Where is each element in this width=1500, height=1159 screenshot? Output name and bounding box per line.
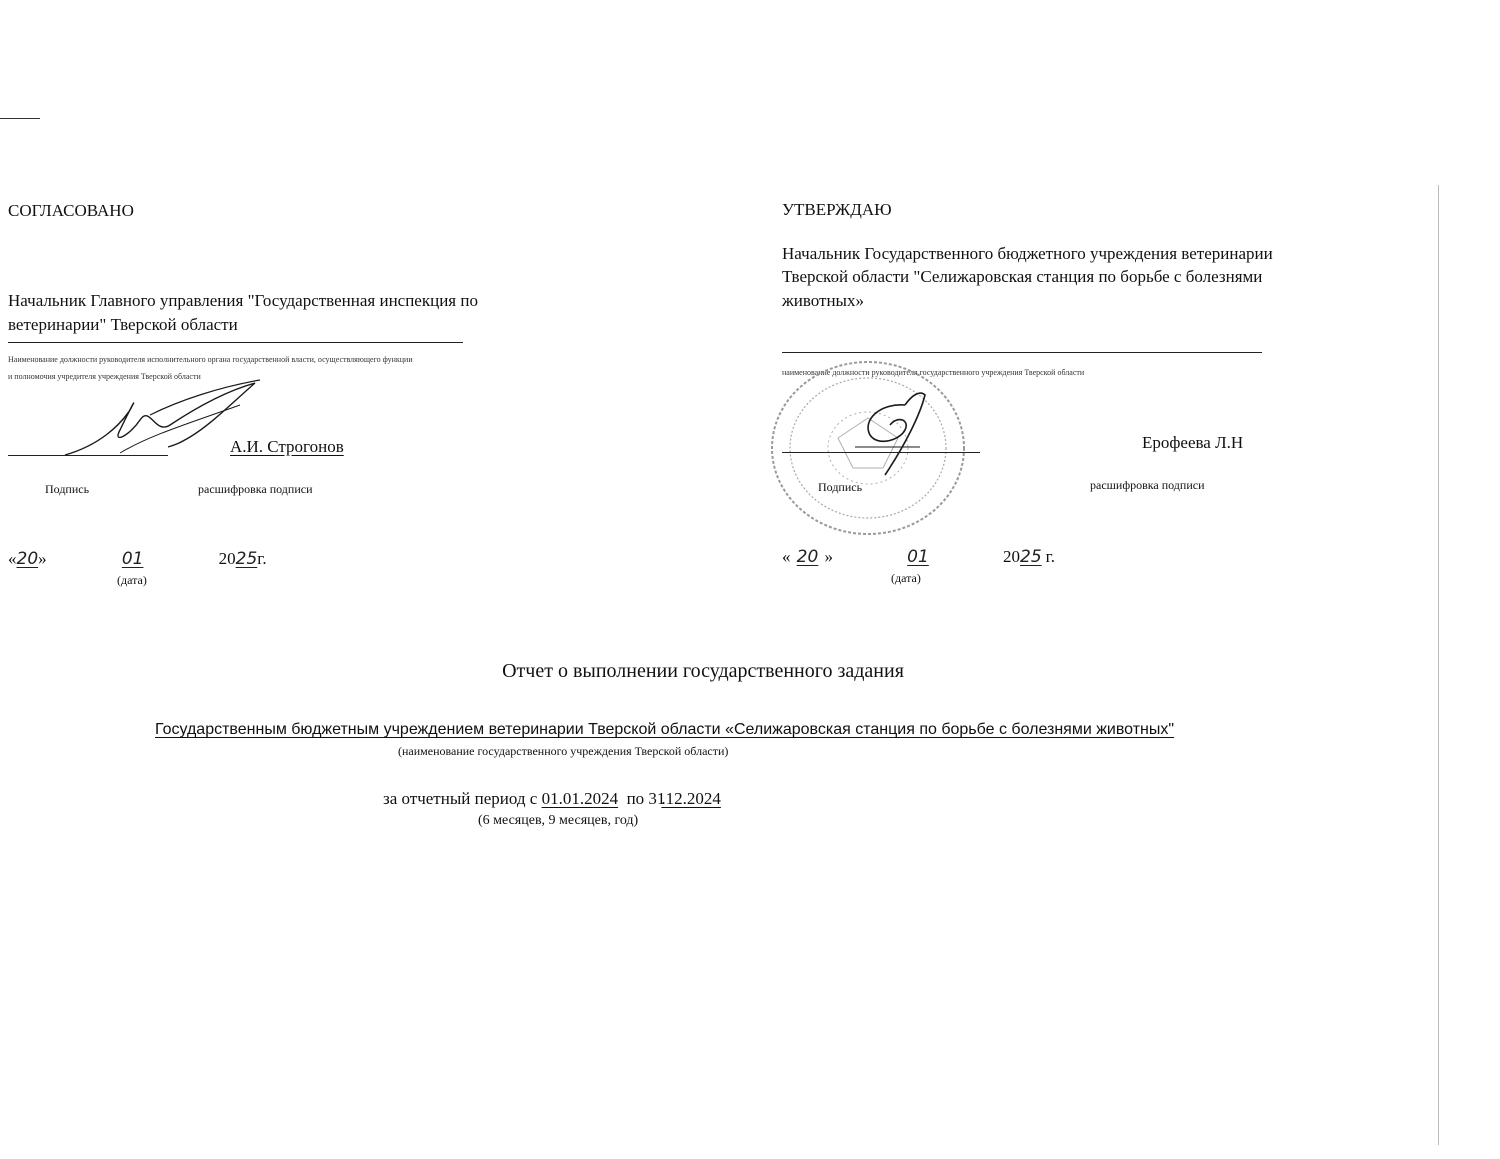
- left-signature-rule: [8, 455, 168, 456]
- right-signer-name: Ерофеева Л.Н: [1142, 433, 1244, 452]
- right-date-open: «: [782, 547, 791, 566]
- period-to: .12.2024: [661, 789, 721, 808]
- right-date-day: 20: [796, 547, 819, 567]
- right-date-close: »: [824, 547, 833, 566]
- left-position-line1: Начальник Главного управления "Государственная инспекция по: [8, 291, 478, 310]
- left-caption-line1: Наименование должности руководителя исполнительного органа государственной власти, осуществляющего функции: [8, 355, 413, 364]
- right-date-line: [782, 546, 1055, 568]
- right-date-year-prefix: 20: [1003, 547, 1020, 566]
- left-decoding-caption: расшифровка подписи: [198, 482, 313, 496]
- right-date-year-suffix: 25: [1020, 547, 1042, 567]
- left-position-rule: [8, 342, 463, 343]
- left-signature-caption: Подпись: [45, 482, 90, 496]
- right-signature: [850, 385, 940, 480]
- report-title: Отчет о выполнении государственного задания: [502, 660, 904, 682]
- period-prefix: за отчетный период с: [383, 789, 538, 808]
- period-from: 01.01.2024: [541, 789, 619, 808]
- period-to-prefix: 31: [648, 789, 666, 808]
- left-date-month: 01: [121, 549, 144, 569]
- right-date-caption: (дата): [891, 571, 921, 585]
- left-signer-name: А.И. Строгонов: [230, 437, 344, 456]
- report-institution: Государственным бюджетным учреждением ветеринарии Тверской области «Селижаровская станция по борьбе с болезнями животных": [155, 721, 1175, 738]
- left-caption-line2: и полномочия учредителя учреждения Тверской области: [8, 372, 201, 381]
- left-date-close: »: [38, 549, 47, 568]
- right-caption: наименование должности руководителя государственного учреждения Тверской области: [782, 368, 1085, 377]
- right-signature-caption: Подпись: [818, 480, 863, 494]
- right-position-rule: [782, 352, 1262, 353]
- right-date-month: 01: [907, 547, 929, 567]
- left-date-open: «: [8, 549, 17, 568]
- right-heading: УТВЕРЖДАЮ: [782, 200, 892, 219]
- scan-mark-right-edge: [1438, 185, 1439, 1145]
- left-date-year-end: г.: [257, 549, 267, 568]
- right-position-line1: Начальник Государственного бюджетного учреждения ветеринарии: [782, 244, 1273, 263]
- right-position-line2: Тверской области "Селижаровская станция по борьбе с болезнями: [782, 267, 1263, 286]
- report-period-line: [383, 788, 721, 810]
- left-date-caption: (дата): [117, 573, 147, 587]
- right-decoding-caption: расшифровка подписи: [1090, 478, 1205, 492]
- left-date-year-suffix: 25: [235, 549, 258, 569]
- scan-mark-top-left: [0, 118, 40, 119]
- left-date-year-prefix: 20: [218, 549, 236, 568]
- period-mid: по: [626, 789, 645, 808]
- left-date-day: 20: [16, 549, 39, 569]
- right-signature-rule: [782, 452, 980, 453]
- left-heading: СОГЛАСОВАНО: [8, 201, 134, 220]
- right-position-line3: животных»: [782, 291, 864, 310]
- report-period-caption: (6 месяцев, 9 месяцев, год): [478, 813, 639, 828]
- report-institution-caption: (наименование государственного учреждения Тверской области): [398, 744, 729, 758]
- left-position-line2: ветеринарии" Тверской области: [8, 315, 238, 334]
- left-date-line: [8, 548, 267, 570]
- right-date-year-end: г.: [1045, 547, 1055, 566]
